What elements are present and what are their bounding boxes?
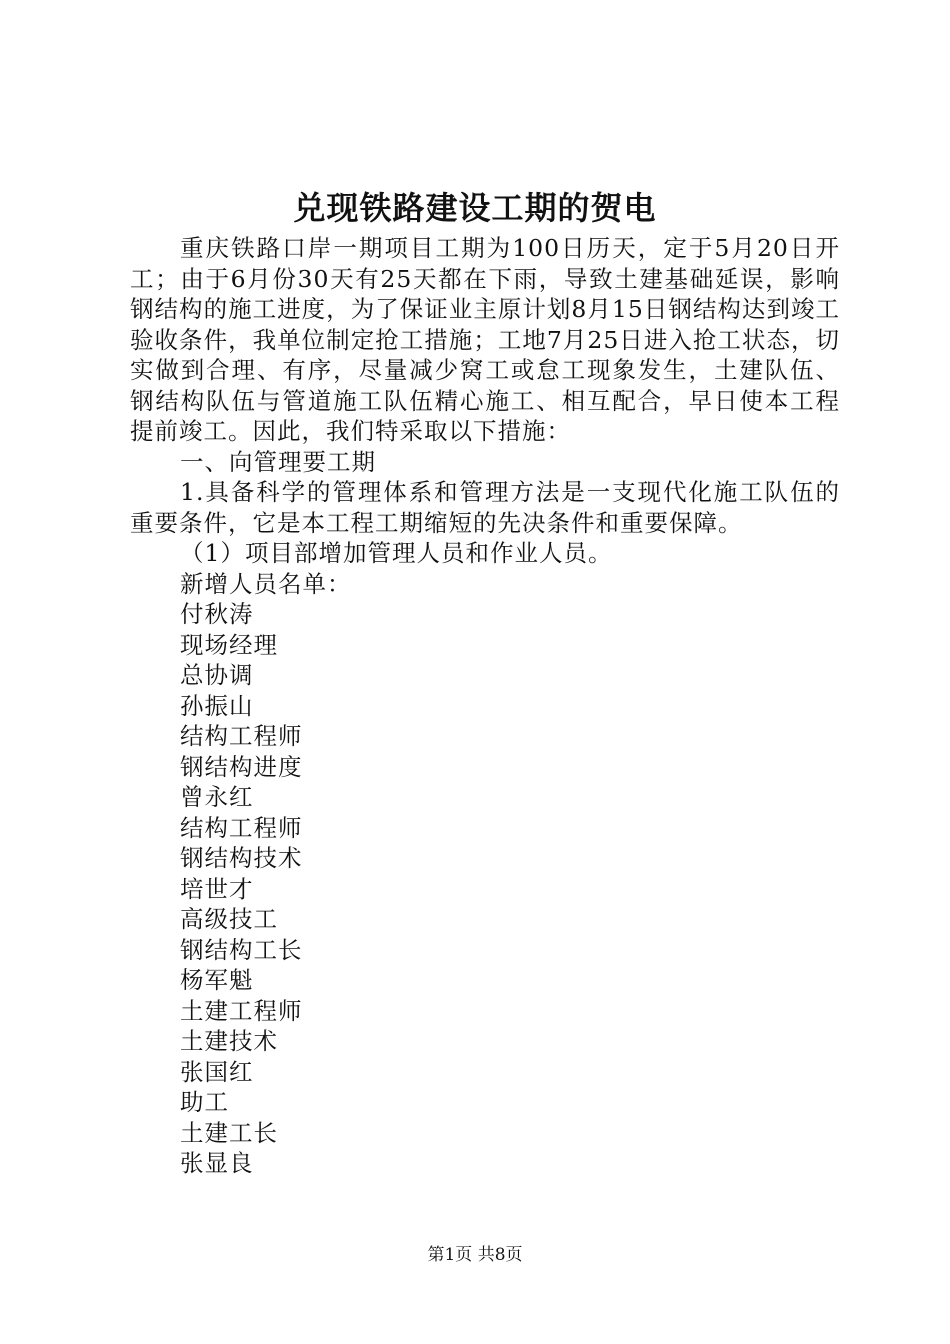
roster-line: 孙振山 <box>180 691 254 720</box>
roster-line: 曾永红 <box>180 783 254 811</box>
sub-point-1: （1）项目部增加管理人员和作业人员。 <box>180 539 613 567</box>
point-1-paragraph: 1.具备科学的管理体系和管理方法是一支现代化施工队伍的重要条件，它是本工程工期缩短的先决条件和重要保障。 <box>130 478 840 537</box>
roster-line: 土建技术 <box>180 1027 278 1055</box>
roster-line: 总协调 <box>180 661 254 689</box>
roster-line: 钢结构技术 <box>180 844 303 872</box>
roster-line: 结构工程师 <box>180 813 303 842</box>
roster-list <box>130 599 840 1179</box>
roster-line: 土建工程师 <box>180 996 303 1025</box>
list-heading: 新增人员名单： <box>180 569 352 598</box>
roster-line: 杨军魁 <box>180 966 254 994</box>
roster-line: 结构工程师 <box>180 722 303 750</box>
document-title: 兑现铁路建设工期的贺电 <box>293 189 657 227</box>
document-body <box>130 233 840 1179</box>
intro-paragraph: 重庆铁路口岸一期项目工期为100日历天，定于5月20日开工；由于6月份30天有25天都在下雨，导致土建基础延误，影响钢结构的施工进度，为了保证业主原计划8月15日钢结构达到竣工验收条件，我单位制定抢工措施；工地7月25日进入抢工状态，切实做到合理、有序，尽量减少窝工或怠工现象发生，土建队伍、钢结构队伍与管道施工队伍精心施工、相互配合，早日使本工程提前竣工。因此，我们特采取以下措施： <box>130 234 840 445</box>
roster-line: 培世才 <box>180 874 254 903</box>
roster-line: 钢结构进度 <box>180 752 303 781</box>
page-footer: 第1页 共8页 <box>427 1245 523 1265</box>
roster-line: 土建工长 <box>180 1118 278 1147</box>
roster-line: 钢结构工长 <box>180 935 303 964</box>
roster-line: 张国红 <box>180 1057 254 1086</box>
roster-line: 现场经理 <box>180 630 278 659</box>
section-heading: 一、向管理要工期 <box>180 447 376 476</box>
roster-line: 张显良 <box>180 1149 254 1177</box>
roster-line: 高级技工 <box>180 905 278 933</box>
roster-line: 助工 <box>180 1088 229 1116</box>
roster-line: 付秋涛 <box>180 600 254 628</box>
